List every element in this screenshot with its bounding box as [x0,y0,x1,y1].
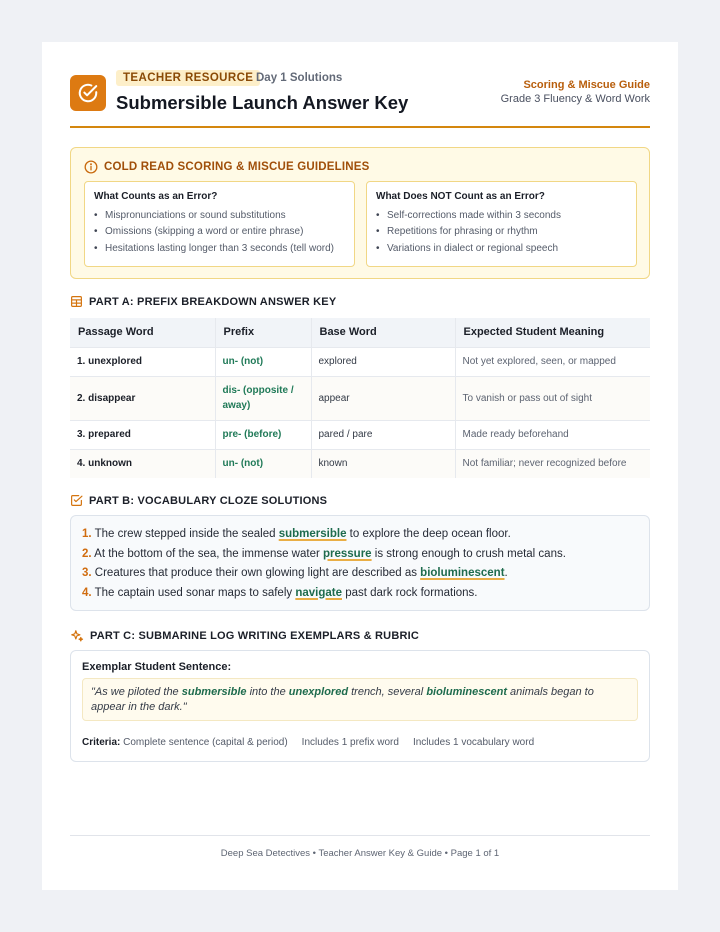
exemplar-label: Exemplar Student Sentence: [82,661,232,673]
column-header: Base Word [311,318,455,347]
table-header-row [70,318,650,347]
sparkle-icon [70,629,84,643]
prefix-table [70,318,650,478]
counts-title: What Counts as an Error? [94,191,218,202]
answer-word: submersible [278,528,347,540]
guide-subtitle: Grade 3 Fluency & Word Work [500,93,650,105]
column-header: Expected Student Meaning [455,318,650,347]
part-a-heading [70,295,336,308]
counts-as-error-box [84,181,355,267]
page-title: Submersible Launch Answer Key [116,92,409,113]
page-content [70,70,650,859]
info-icon [84,160,98,174]
base-word-cell: explored [311,347,455,376]
resource-tag: TEACHER RESOURCE [116,70,260,86]
sentence-start: The crew stepped inside the sealed [94,528,279,540]
item-number: 3. [82,567,92,579]
not-counts-title: What Does NOT Count as an Error? [376,191,545,202]
cloze-sentence [82,545,638,565]
prefix-cell: un- (not) [215,449,311,478]
guide-info [501,79,650,105]
criterion: Complete sentence (capital & period) [123,737,288,748]
checkbox-icon [70,494,83,507]
criteria-label: Criteria: [82,737,121,748]
prefix-cell: pre- (before) [215,420,311,449]
answer-word: navigate [295,586,342,599]
day-label: Day 1 Solutions [256,72,343,84]
passage-word-cell: 3. prepared [70,420,215,449]
sentence-start: The captain used sonar maps to safely [94,586,296,599]
meaning-cell: Made ready beforehand [455,420,650,449]
list-item: • Self-corrections made within 3 seconds [376,208,627,224]
sentence-end: is strong enough to crush metal cans. [371,547,566,560]
list-item: • Omissions (skipping a word or entire phrase) [94,224,345,240]
list-item: • Variations in dialect or regional speech [376,241,627,257]
part-b-heading [70,494,327,507]
prefix-cell: un- (not) [215,347,311,376]
meaning-cell: Not familiar; never recognized before [455,449,650,478]
list-item: • Hesitations lasting longer than 3 seconds (tell word) [94,241,345,257]
exemplar-quote [82,678,638,721]
table-row [70,347,650,376]
passage-word-cell: 1. unexplored [70,347,215,376]
item-number: 4. [82,586,92,599]
table-row [70,420,650,449]
answer-key-page [42,42,678,890]
prefix-cell: dis- (opposite / away) [215,376,311,420]
scoring-guidelines-box [70,147,650,279]
highlight-word: bioluminescent [426,686,507,698]
base-word-cell: known [311,449,455,478]
table-row [70,449,650,478]
criterion: Includes 1 vocabulary word [412,737,535,748]
quote-text: "As we piloted the [91,686,182,698]
meaning-cell: To vanish or pass out of sight [455,376,650,420]
part-a-heading-text: PART A: PREFIX BREAKDOWN ANSWER KEY [89,295,337,308]
not-counts-list [376,208,627,257]
not-error-box [366,181,637,267]
list-item: • Mispronunciations or sound substitutions [94,208,345,224]
meaning-cell: Not yet explored, seen, or mapped [455,347,650,376]
part-c-heading-text: PART C: SUBMARINE LOG WRITING EXEMPLARS & RUBRIC [90,630,420,642]
base-word-cell: appear [311,376,455,420]
sentence-end: . [504,567,508,579]
table-row [70,376,650,420]
cloze-sentence [82,564,638,584]
item-number: 1. [82,528,92,540]
scoring-heading [84,160,370,174]
counts-list [94,208,345,257]
passage-word-cell: 2. disappear [70,376,215,420]
page-header [70,70,650,128]
highlight-word: unexplored [288,686,349,698]
item-number: 2. [82,547,92,560]
sentence-end: to explore the deep ocean floor. [346,528,511,540]
page-footer: Deep Sea Detectives • Teacher Answer Key & Guide • Page 1 of 1 [70,835,650,859]
quote-text: into the [246,686,289,698]
passage-word-cell: 4. unknown [70,449,215,478]
quote-text: animals began to appear in the dark." [91,686,594,713]
answer-word: pressure [323,547,372,560]
criterion: Includes 1 prefix word [301,737,399,748]
guide-title: Scoring & Miscue Guide [523,79,650,91]
cloze-sentence [82,525,638,545]
criteria-line [82,737,548,748]
sentence-end: past dark rock formations. [342,586,478,599]
table-icon [70,295,83,308]
sentence-start: Creatures that produce their own glowing light are described as [94,567,421,579]
part-b-heading-text: PART B: VOCABULARY CLOZE SOLUTIONS [89,494,328,507]
base-word-cell: pared / pare [311,420,455,449]
column-header: Prefix [215,318,311,347]
quote-text: trench, several [348,686,427,698]
answer-word: bioluminescent [420,567,505,579]
writing-exemplar-box [70,650,650,762]
list-item: • Repetitions for phrasing or rhythm [376,224,627,240]
highlight-word: submersible [181,686,247,698]
sentence-start: At the bottom of the sea, the immense water [94,547,323,560]
scoring-heading-text: COLD READ SCORING & MISCUE GUIDELINES [104,161,370,173]
column-header: Passage Word [70,318,215,347]
cloze-solutions-box [70,515,650,611]
cloze-sentence [82,584,638,604]
part-c-heading [70,629,419,643]
check-badge-icon [70,75,106,111]
